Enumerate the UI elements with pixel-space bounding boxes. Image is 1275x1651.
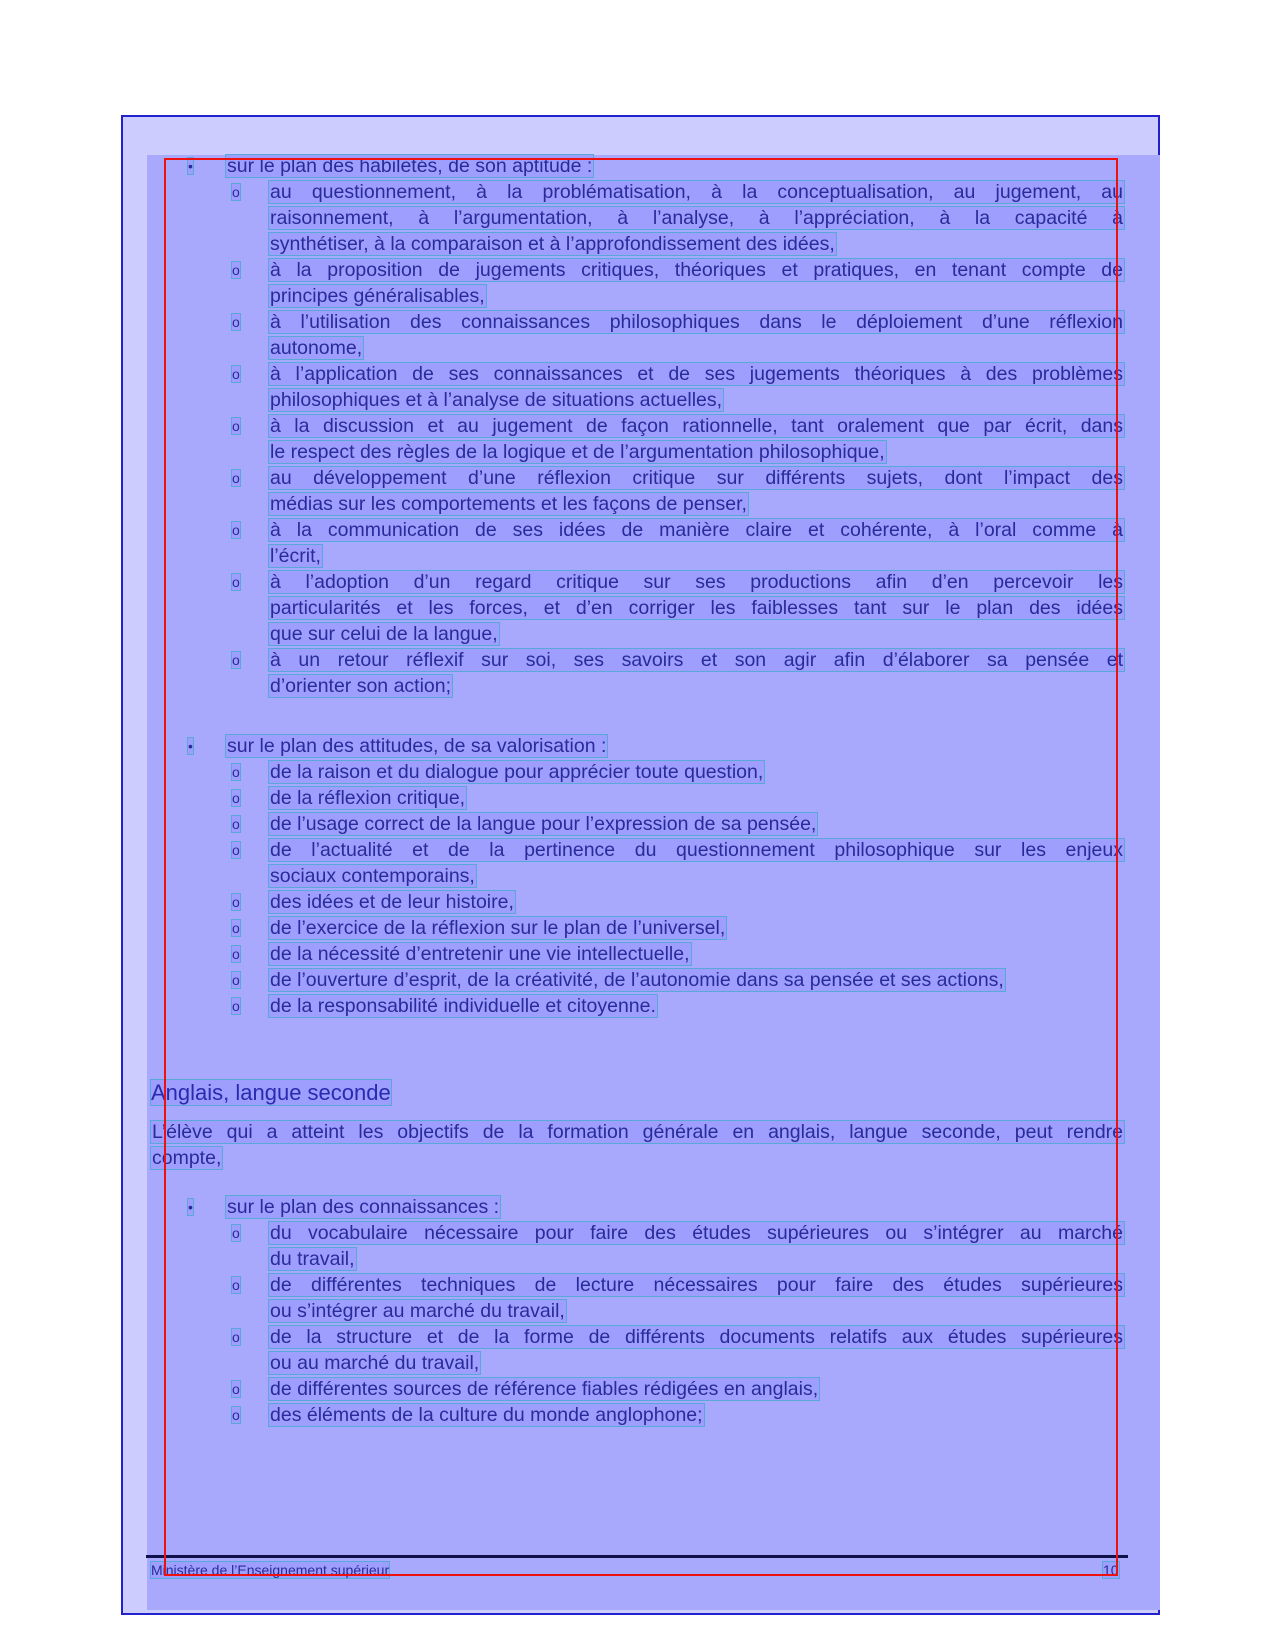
list-item-line: à la proposition de jugements critiques, théoriques et pratiques, en tenant compte de (270, 259, 1123, 281)
list-heading: sur le plan des attitudes, de sa valorisation : (227, 735, 607, 757)
list-item-line: philosophiques et à l’analyse de situations actuelles, (270, 389, 723, 411)
list-item-line: autonome, (270, 337, 363, 359)
sub-bullet-marker: o (232, 1407, 240, 1423)
sub-bullet-marker: o (232, 998, 240, 1014)
list-item-line: des éléments de la culture du monde anglophone; (270, 1404, 703, 1426)
list-item-line: que sur celui de la langue, (270, 623, 498, 645)
list-item-line: principes généralisables, (270, 285, 485, 307)
sub-bullet-marker: o (232, 1225, 240, 1241)
list-item-line: synthétiser, à la comparaison et à l’approfondissement des idées, (270, 233, 835, 255)
list-item-line: à l’adoption d’un regard critique sur ses productions afin d’en percevoir les (270, 571, 1123, 593)
list-item-line: de l’exercice de la réflexion sur le plan de l’universel, (270, 917, 726, 939)
list-item-line: au questionnement, à la problématisation, à la conceptualisation, au jugement, au (270, 181, 1123, 203)
sub-bullet-marker: o (232, 522, 240, 538)
bullet-marker: • (188, 1199, 193, 1215)
sub-bullet-marker: o (232, 574, 240, 590)
sub-bullet-marker: o (232, 652, 240, 668)
sub-bullet-marker: o (232, 972, 240, 988)
sub-bullet-marker: o (232, 262, 240, 278)
sub-bullet-marker: o (232, 1381, 240, 1397)
footer-rule (146, 1555, 1128, 1558)
list-item-line: raisonnement, à l’argumentation, à l’analyse, à l’appréciation, à la capacité à (270, 207, 1123, 229)
intro-paragraph-line: compte, (152, 1147, 222, 1169)
list-item-line: de la responsabilité individuelle et citoyenne. (270, 995, 656, 1017)
list-item-line: de la raison et du dialogue pour apprécier toute question, (270, 761, 764, 783)
list-item-line: le respect des règles de la logique et de l’argumentation philosophique, (270, 441, 885, 463)
sub-bullet-marker: o (232, 366, 240, 382)
section-title: Anglais, langue seconde (151, 1080, 391, 1105)
list-heading: sur le plan des habiletés, de son aptitude : (227, 155, 593, 177)
list-item-line: de différentes sources de référence fiables rédigées en anglais, (270, 1378, 819, 1400)
footer-ministry: Ministère de l’Enseignement supérieur (151, 1562, 390, 1578)
sub-bullet-marker: o (232, 184, 240, 200)
sub-bullet-marker: o (232, 816, 240, 832)
list-item-line: de la structure et de la forme de différents documents relatifs aux études supérieures (270, 1326, 1123, 1348)
bullet-marker: • (188, 738, 193, 754)
sub-bullet-marker: o (232, 418, 240, 434)
list-item-line: de l’ouverture d’esprit, de la créativité, de l’autonomie dans sa pensée et ses actions, (270, 969, 1004, 991)
sub-bullet-marker: o (232, 920, 240, 936)
list-item-line: de la nécessité d’entretenir une vie intellectuelle, (270, 943, 690, 965)
list-item-line: du vocabulaire nécessaire pour faire des études supérieures ou s’intégrer au marché (270, 1222, 1123, 1244)
list-item-line: des idées et de leur histoire, (270, 891, 514, 913)
list-item-line: à l’utilisation des connaissances philosophiques dans le déploiement d’une réflexion (270, 311, 1123, 333)
list-item-line: sociaux contemporains, (270, 865, 475, 887)
list-item-line: de l’usage correct de la langue pour l’expression de sa pensée, (270, 813, 817, 835)
list-item-line: de la réflexion critique, (270, 787, 466, 809)
sub-bullet-marker: o (232, 790, 240, 806)
sub-bullet-marker: o (232, 314, 240, 330)
list-item-line: l’écrit, (270, 545, 321, 567)
list-item-line: d’orienter son action; (270, 675, 452, 697)
sub-bullet-marker: o (232, 842, 240, 858)
list-item-line: de différentes techniques de lecture nécessaires pour faire des études supérieures (270, 1274, 1123, 1296)
list-item-line: à la discussion et au jugement de façon rationnelle, tant oralement que par écrit, dans (270, 415, 1123, 437)
list-item-line: au développement d’une réflexion critique sur différents sujets, dont l’impact des (270, 467, 1123, 489)
bullet-marker: • (188, 158, 193, 174)
list-item-line: particularités et les forces, et d’en corriger les faiblesses tant sur le plan des idées (270, 597, 1123, 619)
list-item-line: ou s’intégrer au marché du travail, (270, 1300, 565, 1322)
sub-bullet-marker: o (232, 894, 240, 910)
sub-bullet-marker: o (232, 470, 240, 486)
list-heading: sur le plan des connaissances : (227, 1196, 500, 1218)
list-item-line: à la communication de ses idées de manière claire et cohérente, à l’oral comme à (270, 519, 1123, 541)
list-item-line: de l’actualité et de la pertinence du questionnement philosophique sur les enjeux (270, 839, 1123, 861)
sub-bullet-marker: o (232, 1329, 240, 1345)
page-number: 10 (1103, 1562, 1119, 1578)
sub-bullet-marker: o (232, 946, 240, 962)
list-item-line: à un retour réflexif sur soi, ses savoirs et son agir afin d’élaborer sa pensée et (270, 649, 1123, 671)
list-item-line: médias sur les comportements et les façons de penser, (270, 493, 747, 515)
intro-paragraph-line: L’élève qui a atteint les objectifs de la formation générale en anglais, langue seconde, peut rendre (152, 1121, 1123, 1143)
list-item-line: du travail, (270, 1248, 355, 1270)
sub-bullet-marker: o (232, 1277, 240, 1293)
list-item-line: ou au marché du travail, (270, 1352, 480, 1374)
list-item-line: à l’application de ses connaissances et de ses jugements théoriques à des problèmes (270, 363, 1123, 385)
sub-bullet-marker: o (232, 764, 240, 780)
